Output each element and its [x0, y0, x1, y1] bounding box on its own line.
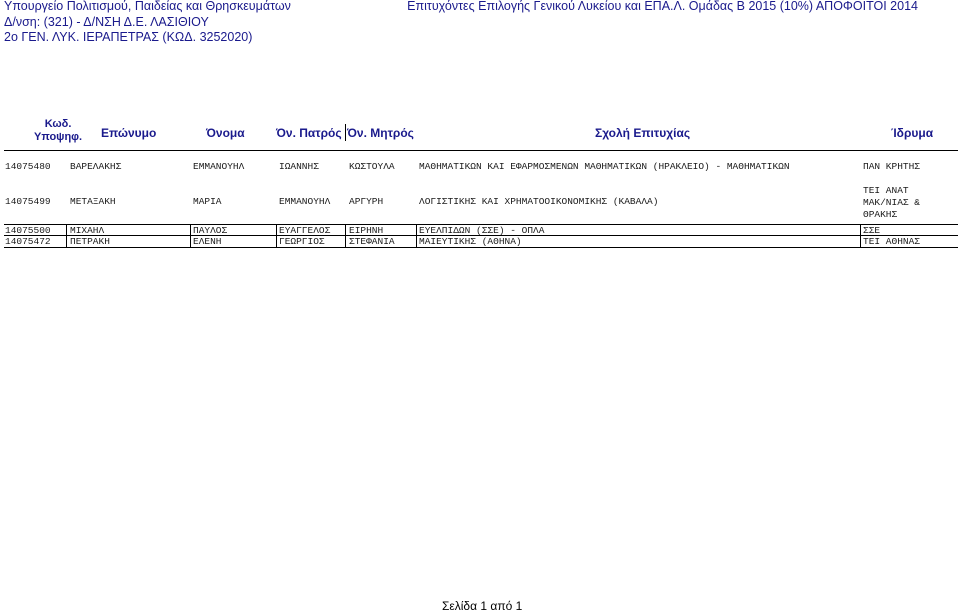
cell-father: ΙΩΑΝΝΗΣ: [279, 161, 319, 172]
cell-institution: ΤΕΙ ΑΝΑΤ ΜΑΚ/ΝΙΑΣ & ΘΡΑΚΗΣ: [863, 185, 921, 220]
cell-surname: ΒΑΡΕΛΑΚΗΣ: [70, 161, 122, 172]
directorate-name: Δ/νση: (321) - Δ/ΝΣΗ Δ.Ε. ΛΑΣΙΘΙΟΥ: [4, 14, 209, 29]
table-rule: [4, 150, 958, 151]
document-title: Επιτυχόντες Επιλογής Γενικού Λυκείου και ΕΠΑ.Λ. Ομάδας Β 2015 (10%) ΑΠΟΦΟΙΤΟΙ 2014: [407, 0, 918, 13]
cell-father: ΕΜΜΑΝΟΥΗΛ: [279, 196, 331, 207]
column-separator: [416, 224, 417, 248]
cell-school: ΛΟΓΙΣΤΙΚΗΣ ΚΑΙ ΧΡΗΜΑΤΟΟΙΚΟΝΟΜΙΚΗΣ (ΚΑΒΑΛΑ): [419, 196, 659, 207]
cell-school: ΜΑΙΕΥΤΙΚΗΣ (ΑΘΗΝΑ): [419, 236, 522, 247]
column-separator: [190, 224, 191, 248]
cell-mother: ΚΩΣΤΟΥΛΑ: [349, 161, 395, 172]
column-separator: [860, 224, 861, 248]
cell-name: ΠΑΥΛΟΣ: [193, 225, 228, 236]
cell-mother: ΕΙΡΗΝΗ: [349, 225, 384, 236]
cell-father: ΓΕΩΡΓΙΟΣ: [279, 236, 325, 247]
cell-code: 14075500: [5, 225, 51, 236]
cell-institution: ΠΑΝ ΚΡΗΤΗΣ: [863, 161, 921, 172]
ministry-name: Υπουργείο Πολιτισμού, Παιδείας και Θρησκευμάτων: [4, 0, 291, 13]
column-header-school: Σχολή Επιτυχίας: [595, 126, 691, 140]
column-header-surname: Επώνυμο: [101, 126, 157, 140]
column-header-code: [34, 118, 82, 144]
cell-code: 14075472: [5, 236, 51, 247]
column-separator: [66, 224, 67, 248]
column-header-name: Όνομα: [206, 126, 245, 140]
page-number: Σελίδα 1 από 1: [442, 599, 523, 613]
column-header-institution: Ίδρυμα: [891, 126, 934, 140]
cell-code: 14075480: [5, 161, 51, 172]
column-separator: [276, 224, 277, 248]
school-name: 2ο ΓΕΝ. ΛΥΚ. ΙΕΡΑΠΕΤΡΑΣ (ΚΩΔ. 3252020): [4, 30, 253, 44]
cell-mother: ΣΤΕΦΑΝΙΑ: [349, 236, 395, 247]
column-header-father: Όν. Πατρός: [276, 126, 342, 140]
column-header-code-line1: Κωδ.: [44, 118, 72, 130]
cell-school: ΕΥΕΛΠΙΔΩΝ (ΣΣΕ) - ΟΠΛΑ: [419, 225, 545, 236]
table-rule: [4, 247, 958, 248]
cell-father: ΕΥΑΓΓΕΛΟΣ: [279, 225, 331, 236]
cell-name: ΕΛΕΝΗ: [193, 236, 222, 247]
cell-institution: ΣΣΕ: [863, 225, 881, 236]
column-header-code-line2: Υποψηφ.: [34, 131, 83, 143]
cell-name: ΜΑΡΙΑ: [193, 196, 222, 207]
cell-name: ΕΜΜΑΝΟΥΗΛ: [193, 161, 245, 172]
organization-header: [4, 0, 291, 46]
cell-code: 14075499: [5, 196, 51, 207]
cell-surname: ΠΕΤΡΑΚΗ: [70, 236, 110, 247]
cell-institution: ΤΕΙ ΑΘΗΝΑΣ: [863, 236, 921, 247]
cell-school: ΜΑΘΗΜΑΤΙΚΩΝ ΚΑΙ ΕΦΑΡΜΟΣΜΕΝΩΝ ΜΑΘΗΜΑΤΙΚΩΝ (ΗΡΑΚΛΕΙΟ) - ΜΑΘΗΜΑΤΙΚΩΝ: [419, 161, 790, 172]
cell-mother: ΑΡΓΥΡΗ: [349, 196, 384, 207]
column-separator: [345, 224, 346, 248]
cell-surname: ΜΙΧΑΗΛ: [70, 225, 105, 236]
column-header-mother: Όν. Μητρός: [347, 126, 414, 140]
cell-surname: ΜΕΤΑΞΑΚΗ: [70, 196, 116, 207]
header-separator: [345, 124, 346, 141]
